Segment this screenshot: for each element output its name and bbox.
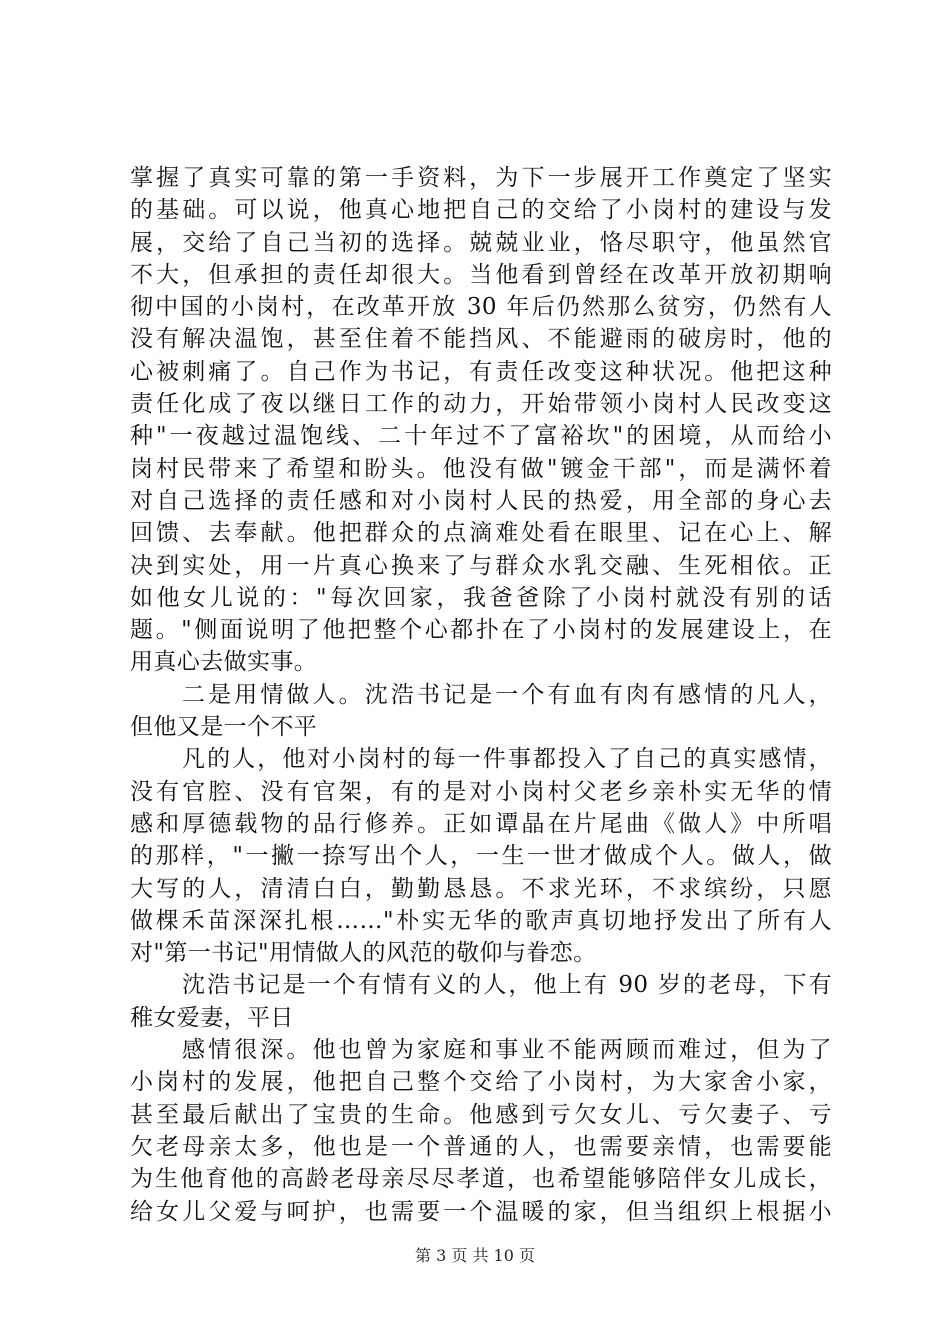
text-line: 做棵禾苗深深扎根……"朴实无华的歌声真切地抒发出了所有人 bbox=[130, 907, 832, 934]
text-line: 掌握了真实可靠的第一手资料，为下一步展开工作奠定了坚实 bbox=[130, 165, 832, 191]
text-line: 回馈、去奉献。他把群众的点滴难处看在眼里、记在心上、解 bbox=[130, 520, 832, 547]
text-line: 决到实处，用一片真心换来了与群众水乳交融、生死相依。正 bbox=[130, 552, 832, 579]
text-line: 大写的人，清清白白，勤勤恳恳。不求光环，不求缤纷，只愿 bbox=[130, 875, 832, 902]
text-line: 岗村民带来了希望和盼头。他没有做"镀金干部"，而是满怀着 bbox=[130, 455, 832, 482]
text-line: 甚至最后献出了宝贵的生命。他感到亏欠女儿、亏欠妻子、亏 bbox=[130, 1101, 832, 1128]
text-line: 欠老母亲太多，他也是一个普通的人，也需要亲情，也需要能 bbox=[130, 1133, 832, 1160]
body-text bbox=[130, 162, 832, 1228]
text-line: 对自己选择的责任感和对小岗村人民的热爱，用全部的身心去 bbox=[130, 487, 832, 514]
text-line: 稚女爱妻，平日 bbox=[130, 1004, 294, 1031]
text-line: 小岗村的发展，他把自己整个交给了小岗村，为大家舍小家， bbox=[130, 1069, 832, 1096]
text-line: 的那样，"一撇一捺写出个人，一生一世才做成个人。做人，做 bbox=[130, 843, 832, 870]
text-line: 心被刺痛了。自己作为书记，有责任改变这种状况。他把这种 bbox=[130, 358, 832, 385]
text-line: 沈浩书记是一个有情有义的人，他上有 90 岁的老母，下有 bbox=[182, 972, 832, 999]
text-line: 凡的人，他对小岗村的每一件事都投入了自己的真实感情， bbox=[182, 746, 832, 773]
text-line: 感情很深。他也曾为家庭和事业不能两顾而难过，但为了 bbox=[182, 1037, 832, 1064]
text-line: 感和厚德载物的品行修养。正如谭晶在片尾曲《做人》中所唱 bbox=[130, 810, 832, 837]
text-line: 给女儿父爱与呵护，也需要一个温暖的家，但当组织上根据小 bbox=[130, 1198, 832, 1225]
page-footer: 第 3 页 共 10 页 bbox=[415, 1246, 535, 1265]
text-line: 但他又是一个不平 bbox=[130, 714, 318, 741]
text-line: 的基础。可以说，他真心地把自己的交给了小岗村的建设与发 bbox=[130, 197, 832, 224]
text-line: 种"一夜越过温饱线、二十年过不了富裕坎"的困境，从而给小 bbox=[130, 423, 832, 450]
text-line: 题。"侧面说明了他把整个心都扑在了小岗村的发展建设上，在 bbox=[130, 617, 832, 644]
text-line: 责任化成了夜以继日工作的动力，开始带领小岗村人民改变这 bbox=[130, 391, 832, 418]
text-line: 没有官腔、没有官架，有的是对小岗村父老乡亲朴实无华的情 bbox=[130, 778, 832, 805]
text-line: 彻中国的小岗村，在改革开放 30 年后仍然那么贫穷，仍然有人 bbox=[130, 294, 832, 321]
text-line: 二是用情做人。沈浩书记是一个有血有肉有感情的凡人， bbox=[182, 681, 832, 708]
text-line: 对"第一书记"用情做人的风范的敬仰与眷恋。 bbox=[130, 940, 597, 967]
text-line: 如他女儿说的："每次回家，我爸爸除了小岗村就没有别的话 bbox=[130, 584, 832, 611]
text-line: 用真心去做实事。 bbox=[130, 649, 318, 676]
text-line: 展，交给了自己当初的选择。兢兢业业，恪尽职守，他虽然官 bbox=[130, 229, 832, 256]
text-line: 没有解决温饱，甚至住着不能挡风、不能避雨的破房时，他的 bbox=[130, 326, 832, 353]
text-line: 为生他育他的高龄老母亲尽尽孝道，也希望能够陪伴女儿成长， bbox=[130, 1166, 832, 1193]
text-line: 不大，但承担的责任却很大。当他看到曾经在改革开放初期响 bbox=[130, 261, 832, 288]
